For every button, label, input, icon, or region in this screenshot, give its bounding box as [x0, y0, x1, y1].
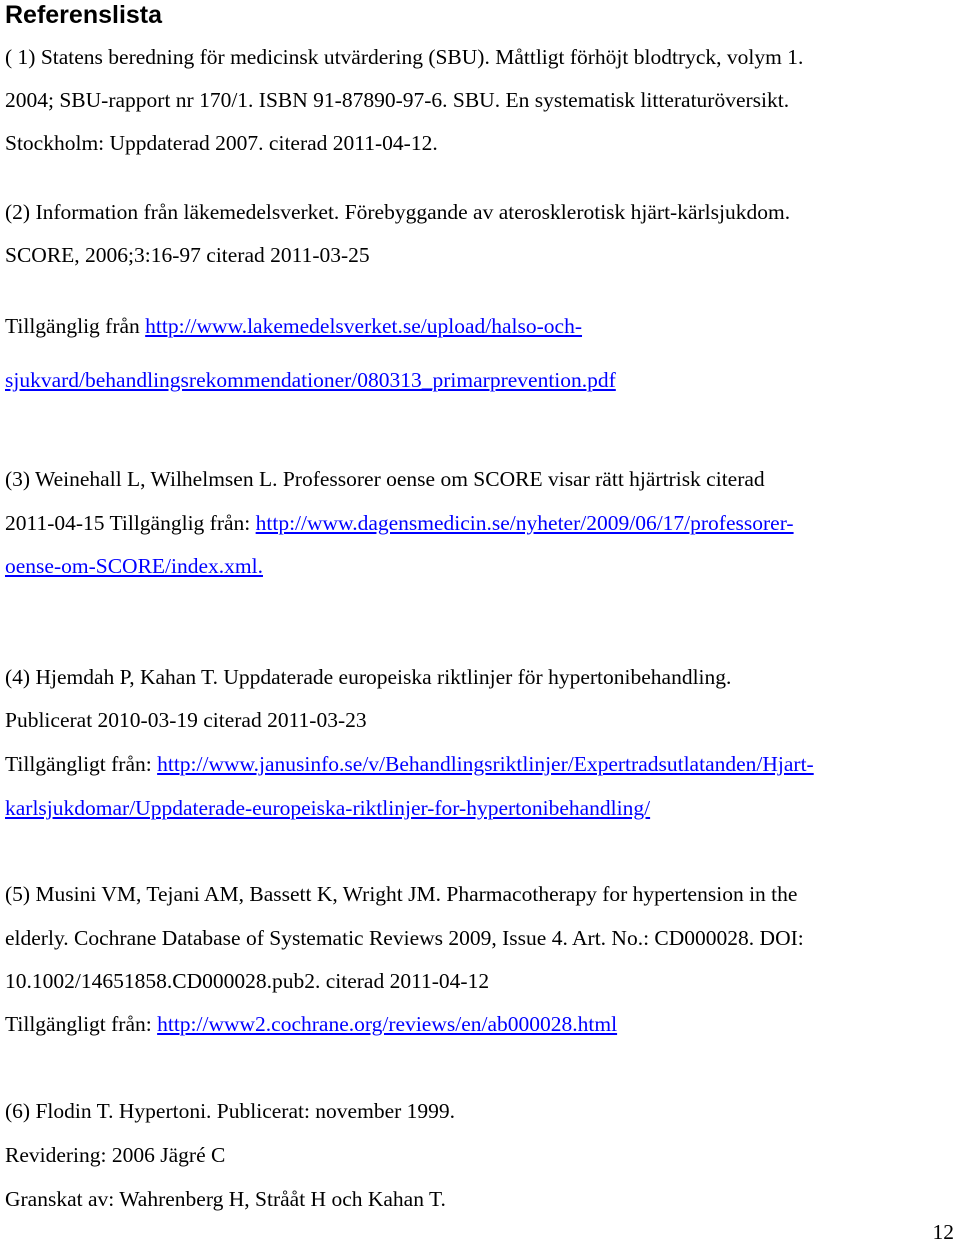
ref-1-line-1: ( 1) Statens beredning för medicinsk utvärdering (SBU). Måttligt förhöjt blodtryck, volym 1.: [5, 45, 804, 69]
ref-1-line-3: Stockholm: Uppdaterad 2007. citerad 2011-04-12.: [5, 131, 438, 155]
ref-4-line-1: (4) Hjemdah P, Kahan T. Uppdaterade europeiska riktlinjer för hypertonibehandling.: [5, 665, 732, 689]
ref-2-link[interactable]: http://www.lakemedelsverket.se/upload/halso-och-: [145, 314, 583, 338]
ref-4-line-4: [5, 795, 650, 821]
ref-3-link-continued[interactable]: oense-om-SCORE/index.xml.: [5, 554, 263, 578]
ref-1-line-2: 2004; SBU-rapport nr 170/1. ISBN 91-87890-97-6. SBU. En systematisk litteraturöversikt.: [5, 88, 790, 112]
ref-2-link-continued[interactable]: sjukvard/behandlingsrekommendationer/080313_primarprevention.pdf: [5, 368, 616, 392]
ref-4-link-continued[interactable]: karlsjukdomar/Uppdaterade-europeiska-riktlinjer-for-hypertonibehandling/: [5, 796, 651, 820]
ref-5-line-4: [5, 1011, 617, 1037]
ref-2-availability-label: Tillgänglig från: [5, 314, 146, 338]
ref-4-link[interactable]: http://www.janusinfo.se/v/Behandlingsriktlinjer/Expertradsutlatanden/Hjart-: [157, 752, 814, 776]
ref-6-line-2: Revidering: 2006 Jägré C: [5, 1143, 226, 1167]
ref-3-line-1: (3) Weinehall L, Wilhelmsen L. Professorer oense om SCORE visar rätt hjärtrisk citerad: [5, 467, 765, 491]
ref-3-line-2: [5, 510, 794, 536]
ref-4-line-2: Publicerat 2010-03-19 citerad 2011-03-23: [5, 708, 367, 732]
ref-2-line-1: (2) Information från läkemedelsverket. Förebyggande av aterosklerotisk hjärt-kärlsjukdom.: [5, 200, 791, 224]
ref-5-link[interactable]: http://www2.cochrane.org/reviews/en/ab000028.html: [157, 1012, 618, 1036]
ref-5-line-2: elderly. Cochrane Database of Systematic Reviews 2009, Issue 4. Art. No.: CD000028. DOI:: [5, 926, 804, 950]
page-heading: Referenslista: [5, 1, 163, 29]
ref-6-line-3: Granskat av: Wahrenberg H, Strååt H och Kahan T.: [5, 1187, 446, 1211]
ref-2-line-2: SCORE, 2006;3:16-97 citerad 2011-03-25: [5, 243, 370, 267]
ref-3-availability-label: 2011-04-15 Tillgänglig från:: [5, 511, 256, 535]
ref-3-link[interactable]: http://www.dagensmedicin.se/nyheter/2009/06/17/professorer-: [255, 511, 794, 535]
ref-4-availability-label: Tillgängligt från:: [5, 752, 158, 776]
ref-4-line-3: [5, 751, 814, 777]
ref-5-line-3: 10.1002/14651858.CD000028.pub2. citerad 2011-04-12: [5, 969, 490, 993]
page-number: 12: [932, 1220, 954, 1244]
ref-5-line-1: (5) Musini VM, Tejani AM, Bassett K, Wright JM. Pharmacotherapy for hypertension in the: [5, 882, 798, 906]
ref-2-line-3: [5, 313, 582, 339]
ref-6-line-1: (6) Flodin T. Hypertoni. Publicerat: november 1999.: [5, 1099, 456, 1123]
ref-5-availability-label: Tillgängligt från:: [5, 1012, 158, 1036]
ref-2-line-4: [5, 367, 616, 393]
ref-3-line-3: [5, 553, 263, 579]
